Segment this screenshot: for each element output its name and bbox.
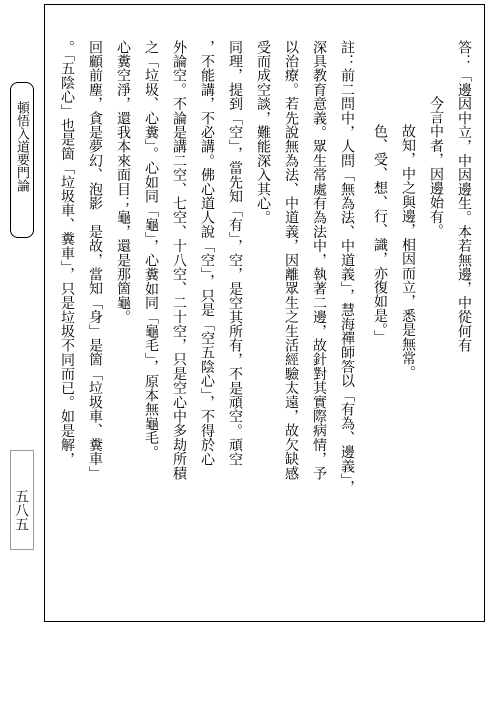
note-line-4: 受而成空談，難能深入其心。 [255, 40, 271, 225]
note-line-6: ，不能講，不必講。佛心道人說「空」，只是「空五陰心」，不得於心 [199, 40, 215, 467]
answer-line-1: 答：「邊因中立，中因邊生。本若無邊，中從何有 [456, 40, 472, 353]
note-line-9: 心糞空淨，還我本來面目；龜，還是那箇龜。 [115, 40, 131, 324]
answer-line-2: 今言中者，因邊始有。 [428, 96, 444, 238]
page-number: 五八五 [10, 450, 34, 550]
note-line-10: 回顧前塵，貪是夢幻、泡影 是故，當知「身」是箇「垃圾車、糞車」 [87, 40, 103, 481]
note-line-7: 外論空。不論是講二空、七空、十八空、二十空，只是空心中多劫所積 [171, 40, 187, 481]
note-line-8: 之「垃圾、心糞」。心如同「龜」，心糞如同「龜毛」，原本無龜毛。 [143, 40, 159, 460]
note-line-3: 以治療。若先說無為法、中道義，因離眾生之生活經驗太遠，故欠缺感 [283, 40, 299, 481]
answer-line-4: 色、受、想、行、識，亦復如是。」 [372, 124, 388, 345]
answer-line-3: 故知，中之與邊，相因而立，悉是無常。 [400, 124, 416, 380]
note-line-5: 同理，提到「空」，當先知「有」，空，是空其所有，不是頑空。頑空 [227, 40, 243, 467]
book-title-box: 頓悟入道要門論 [10, 82, 34, 238]
note-line-2: 深具教育意義。眾生常處有為法中，執著二邊，故針對其實際病情，予 [311, 40, 327, 481]
note-line-11: 。「五陰心」也是箇「垃圾車、糞車」，只是垃圾不同而已。如是解， [59, 40, 75, 467]
note-line-1: 註：前二問中，人問「無為法、中道義」，慧海禪師答以「有為、邊義」， [339, 40, 355, 495]
